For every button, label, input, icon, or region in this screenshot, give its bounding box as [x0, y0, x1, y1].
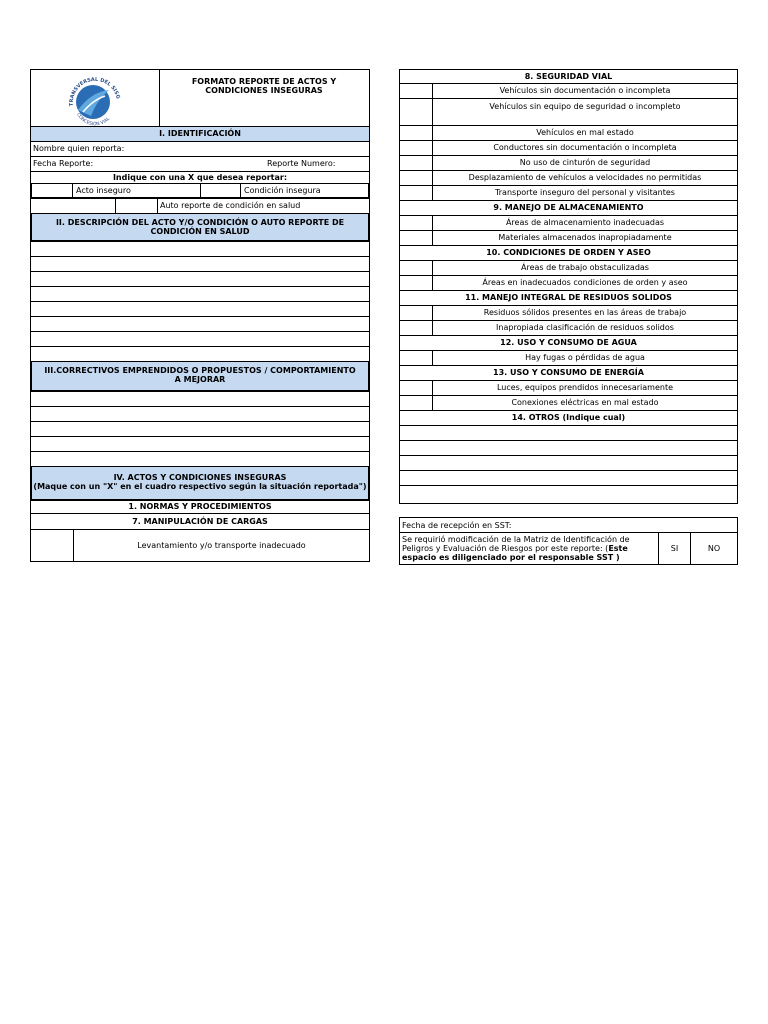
form-title: FORMATO REPORTE DE ACTOS Y CONDICIONES INSEGURAS: [191, 77, 337, 96]
item-label: Residuos sólidos presentes en las áreas de trabajo: [432, 306, 737, 320]
item-checkbox[interactable]: [400, 381, 432, 395]
sec7-item-row: [30, 530, 370, 562]
other-line[interactable]: [399, 471, 738, 486]
checklist-item: [399, 231, 738, 246]
item-checkbox[interactable]: [400, 351, 432, 365]
checklist-item: [399, 171, 738, 186]
act-option-label: Acto inseguro: [72, 184, 200, 197]
left-panel: [30, 69, 370, 562]
health-option-label: Auto reporte de condición en salud: [157, 199, 369, 213]
sec9-header: [399, 201, 738, 216]
reporter-name-label: Nombre quien reporta:: [33, 144, 125, 153]
sec7-item-label: Levantamiento y/o transporte inadecuado: [73, 530, 369, 561]
item-checkbox[interactable]: [400, 216, 432, 230]
item-label: Inapropiada clasificación de residuos solidos: [432, 321, 737, 335]
checklist-item: [399, 261, 738, 276]
checklist-item: [399, 321, 738, 336]
sec1-header: [30, 501, 370, 514]
checklist-item: [399, 396, 738, 411]
description-line[interactable]: [30, 272, 370, 287]
checklist-item: [399, 351, 738, 366]
sec8-title: 8. SEGURIDAD VIAL: [524, 72, 613, 81]
item-checkbox[interactable]: [400, 396, 432, 410]
item-checkbox[interactable]: [400, 186, 432, 200]
sst-question-row: [399, 533, 738, 565]
item-label: Vehículos en mal estado: [432, 126, 737, 140]
sst-date-label: Fecha de recepción en SST:: [402, 521, 512, 530]
checklist-item: [399, 99, 738, 126]
item-label: Desplazamiento de vehículos a velocidades no permitidas: [432, 171, 737, 185]
checklist-item: [399, 216, 738, 231]
condition-option-label: Condición insegura: [240, 184, 368, 197]
sec1-title: 1. NORMAS Y PROCEDIMIENTOS: [128, 502, 272, 511]
description-line[interactable]: [30, 347, 370, 362]
item-label: Materiales almacenados inapropiadamente: [432, 231, 737, 245]
reporter-name-row[interactable]: [30, 142, 370, 157]
sec14-header: [399, 411, 738, 426]
item-label: Áreas de trabajo obstaculizadas: [432, 261, 737, 275]
item-label: No uso de cinturón de seguridad: [432, 156, 737, 170]
act-checkbox[interactable]: [32, 184, 72, 197]
section-descripcion-header: [30, 214, 370, 242]
health-report-row: [30, 199, 370, 214]
section-actos-title: IV. ACTOS Y CONDICIONES INSEGURAS: [113, 473, 287, 482]
item-checkbox[interactable]: [400, 321, 432, 335]
sst-yes-option[interactable]: SI: [658, 533, 690, 564]
description-line[interactable]: [30, 317, 370, 332]
description-line[interactable]: [30, 302, 370, 317]
sec14-title: 14. OTROS (Indique cual): [511, 413, 626, 422]
checklist-item: [399, 126, 738, 141]
sec7-header: [30, 514, 370, 530]
sec8-header: [399, 69, 738, 84]
item-checkbox[interactable]: [400, 156, 432, 170]
condition-checkbox[interactable]: [200, 184, 240, 197]
other-line[interactable]: [399, 456, 738, 471]
item-checkbox[interactable]: [400, 276, 432, 290]
sst-question-text: Se requirió modificación de la Matriz de Identificación de Peligros y Evaluación de Riesgos por este reporte: (: [402, 535, 630, 554]
section-correctivos-header: [30, 362, 370, 392]
corrective-line[interactable]: [30, 392, 370, 407]
sec12-header: [399, 336, 738, 351]
item-checkbox[interactable]: [400, 261, 432, 275]
company-logo: [31, 70, 160, 126]
sst-question-bold: Este espacio es diligenciado por el responsable SST ): [402, 544, 628, 563]
health-spacer-cell: [31, 199, 115, 213]
description-line[interactable]: [30, 332, 370, 347]
checklist-item: [399, 186, 738, 201]
report-date-label: Fecha Reporte:: [33, 159, 94, 168]
checklist-item: [399, 141, 738, 156]
other-line[interactable]: [399, 486, 738, 504]
sec13-header: [399, 366, 738, 381]
section-identificacion-header: [30, 127, 370, 142]
item-label: Vehículos sin documentación o incompleta: [432, 84, 737, 98]
section-descripcion-title: II. DESCRIPCIÓN DEL ACTO Y/O CONDICIÓN O AUTO REPORTE DE CONDICIÓN EN SALUD: [55, 218, 345, 237]
report-number-label: Reporte Numero:: [267, 159, 336, 168]
logo-graphic: [31, 70, 159, 126]
item-label: Vehículos sin equipo de seguridad o incompleto: [432, 99, 737, 125]
item-checkbox[interactable]: [400, 99, 432, 125]
description-line[interactable]: [30, 287, 370, 302]
report-type-row: [30, 184, 370, 199]
description-line[interactable]: [30, 242, 370, 257]
sec10-title: 10. CONDICIONES DE ORDEN Y ASEO: [486, 248, 651, 257]
sst-no-option[interactable]: NO: [690, 533, 737, 564]
corrective-line[interactable]: [30, 452, 370, 467]
sst-question: [400, 533, 658, 564]
item-checkbox[interactable]: [400, 141, 432, 155]
sec7-title: 7. MANIPULACIÓN DE CARGAS: [132, 517, 268, 526]
sec11-header: [399, 291, 738, 306]
description-line[interactable]: [30, 257, 370, 272]
form-header: [30, 69, 370, 127]
sec13-title: 13. USO Y CONSUMO DE ENERGÍA: [493, 368, 644, 377]
corrective-line[interactable]: [30, 437, 370, 452]
sec12-title: 12. USO Y CONSUMO DE AGUA: [500, 338, 637, 347]
right-panel: [399, 69, 738, 565]
sec7-item-checkbox[interactable]: [31, 530, 73, 561]
section-actos-header: [30, 467, 370, 501]
health-checkbox[interactable]: [115, 199, 157, 213]
checklist-item: [399, 306, 738, 321]
item-label: Conexiones eléctricas en mal estado: [432, 396, 737, 410]
checklist-item: [399, 276, 738, 291]
other-line[interactable]: [399, 441, 738, 456]
other-line[interactable]: [399, 426, 738, 441]
item-checkbox[interactable]: [400, 84, 432, 98]
item-checkbox[interactable]: [400, 126, 432, 140]
checklist-item: [399, 84, 738, 99]
item-label: Conductores sin documentación o incompleta: [432, 141, 737, 155]
logo-top-text: TRANSVERSAL DEL SISG: [68, 76, 121, 107]
report-type-instruction-text: Indique con una X que desea reportar:: [112, 173, 288, 182]
sec11-title: 11. MANEJO INTEGRAL DE RESIDUOS SOLIDOS: [465, 293, 672, 302]
corrective-line[interactable]: [30, 407, 370, 422]
sst-date-row[interactable]: [399, 517, 738, 533]
item-label: Transporte inseguro del personal y visitantes: [432, 186, 737, 200]
logo-bottom-text: CONCESIÓN VIAL: [75, 112, 112, 126]
section-correctivos-title: III.CORRECTIVOS EMPRENDIDOS O PROPUESTOS / COMPORTAMIENTO A MEJORAR: [44, 366, 356, 385]
item-label: Áreas de almacenamiento inadecuadas: [432, 216, 737, 230]
sec9-title: 9. MANEJO DE ALMACENAMIENTO: [493, 203, 644, 212]
checklist-item: [399, 156, 738, 171]
item-checkbox[interactable]: [400, 306, 432, 320]
item-label: Áreas en inadecuados condiciones de orden y aseo: [432, 276, 737, 290]
section-actos-subtitle: (Maque con un "X" en el cuadro respectivo según la situación reportada"): [33, 482, 367, 492]
item-checkbox[interactable]: [400, 171, 432, 185]
corrective-line[interactable]: [30, 422, 370, 437]
report-date-row[interactable]: [30, 157, 370, 172]
item-label: Luces, equipos prendidos innecesariamente: [432, 381, 737, 395]
item-checkbox[interactable]: [400, 231, 432, 245]
checklist-item: [399, 381, 738, 396]
item-label: Hay fugas o pérdidas de agua: [432, 351, 737, 365]
sec10-header: [399, 246, 738, 261]
report-type-instruction: [30, 172, 370, 184]
section-identificacion-title: I. IDENTIFICACIÓN: [159, 129, 241, 138]
